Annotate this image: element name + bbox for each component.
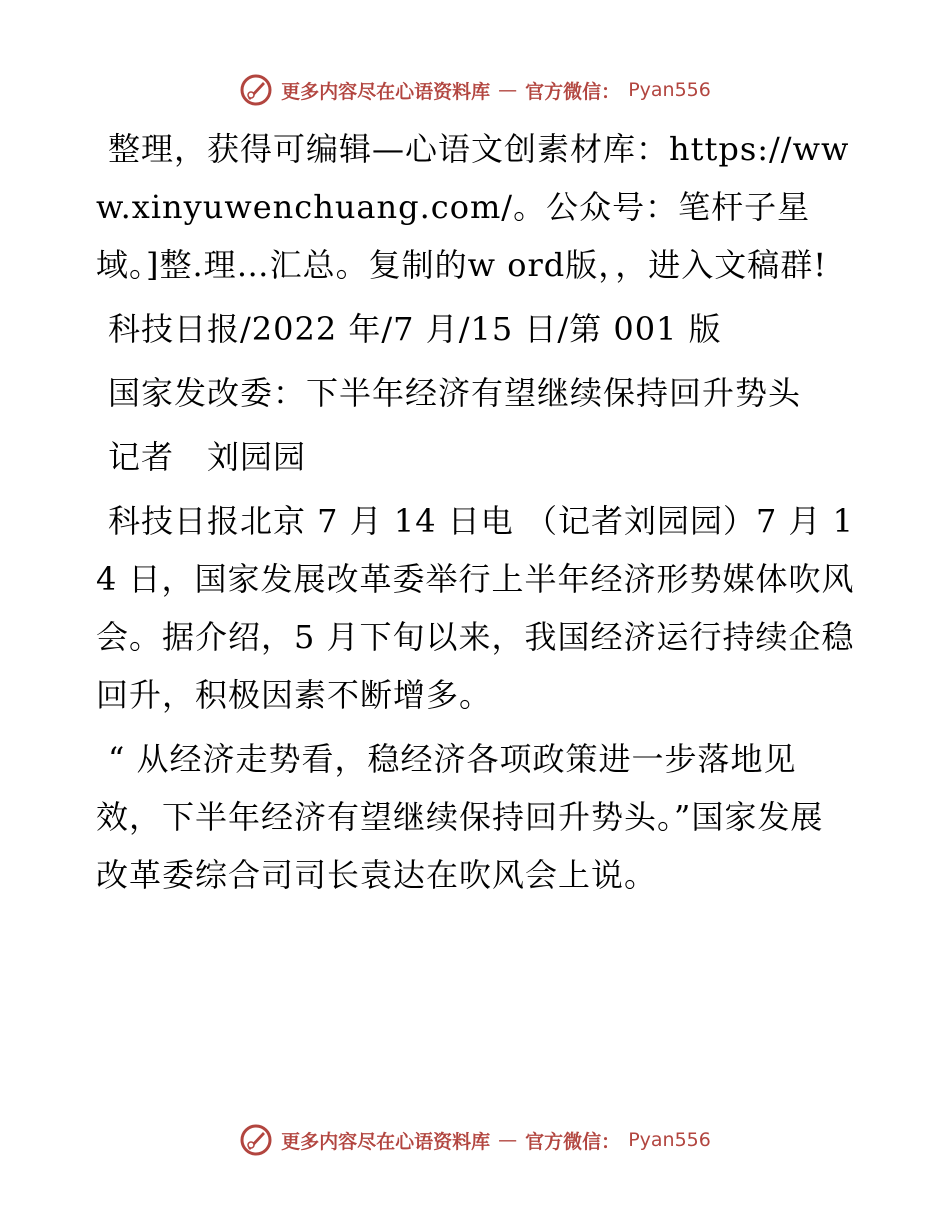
banner-brand-text: 更多内容尽在心语资料库 xyxy=(281,1130,491,1153)
intro-paragraph: 整理，获得可编辑—心语文创素材库：https://www.xinyuwenchuang.com/。公众号：笔杆子星域。]整.理…汇总。复制的w ord版，，进入文稿群! xyxy=(96,130,850,284)
footer-banner xyxy=(0,1120,950,1160)
banner-dash: — xyxy=(498,79,518,101)
body-paragraph-1: 科技日报北京 7 月 14 日电 （记者刘园园）7 月 14 日，国家发展改革委举行上半年经济形势媒体吹风会。据介绍，5 月下旬以来，我国经济运行持续企稳回升，积极因素不断增多。 xyxy=(96,502,855,714)
article-body xyxy=(96,120,856,904)
banner-wechat-id: Pyan556 xyxy=(628,79,711,101)
quill-seal-icon xyxy=(239,1123,273,1157)
quill-seal-icon xyxy=(239,73,273,107)
byline: 记者 刘园园 xyxy=(108,438,307,476)
banner-brand-text: 更多内容尽在心语资料库 xyxy=(281,80,491,103)
banner-wechat-id: Pyan556 xyxy=(628,1129,711,1151)
banner-official-label: 官方微信： xyxy=(525,80,621,103)
body-paragraph-2: “ 从经济走势看，稳经济各项政策进一步落地见效，下半年经济有望继续保持回升势头。”国家发展改革委综合司司长袁达在吹风会上说。 xyxy=(96,740,824,894)
article-headline: 国家发改委：下半年经济有望继续保持回升势头 xyxy=(108,374,802,412)
publication-line: 科技日报/2022 年/7 月/15 日/第 001 版 xyxy=(108,310,722,348)
header-banner xyxy=(0,70,950,110)
banner-official-label: 官方微信： xyxy=(525,1130,621,1153)
banner-dash: — xyxy=(498,1129,518,1151)
